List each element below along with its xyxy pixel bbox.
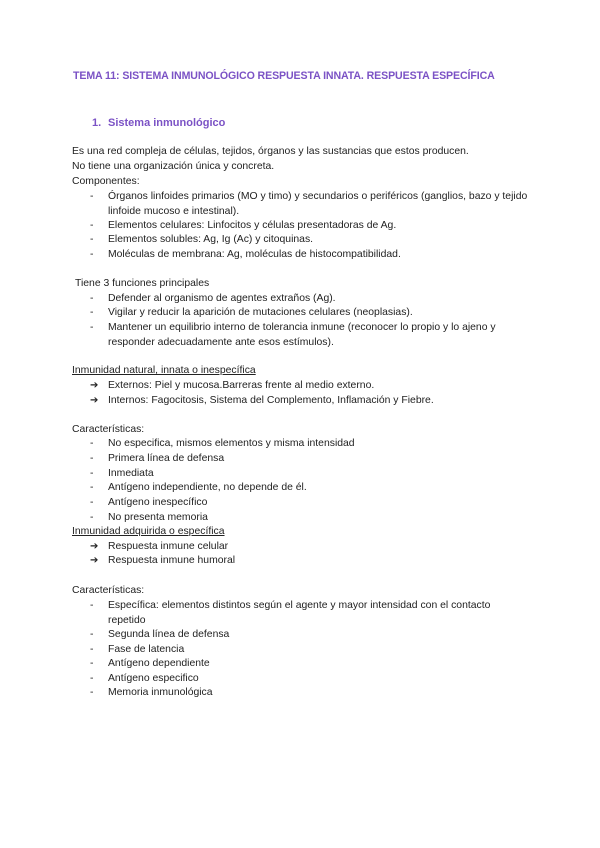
section-number: 1. bbox=[92, 117, 102, 129]
list-item-text: Defender al organismo de agentes extraños (Ag). bbox=[108, 293, 336, 304]
arrow-icon: ➔ bbox=[90, 555, 99, 566]
adquirida-heading: Inmunidad adquirida o específica bbox=[72, 526, 225, 537]
list-item-text: Segunda línea de defensa bbox=[108, 629, 230, 640]
dash-marker: - bbox=[90, 687, 94, 698]
list-item-text: Elementos celulares: Linfocitos y células presentadoras de Ag. bbox=[108, 220, 397, 231]
document-title: TEMA 11: SISTEMA INMUNOLÓGICO RESPUESTA INNATA. RESPUESTA ESPECÍFICA bbox=[73, 70, 495, 82]
dash-marker: - bbox=[90, 468, 94, 479]
dash-marker: - bbox=[90, 453, 94, 464]
dash-marker: - bbox=[90, 234, 94, 245]
dash-marker: - bbox=[90, 307, 94, 318]
list-item-text: No presenta memoria bbox=[108, 512, 208, 523]
dash-marker: - bbox=[90, 438, 94, 449]
arrow-icon: ➔ bbox=[90, 380, 99, 391]
list-item-text: Antígeno inespecífico bbox=[108, 497, 208, 508]
dash-marker: - bbox=[90, 293, 94, 304]
list-item-text: Elementos solubles: Ag, Ig (Ac) y citoquinas. bbox=[108, 234, 314, 245]
list-item-text: Internos: Fagocitosis, Sistema del Complemento, Inflamación y Fiebre. bbox=[108, 395, 434, 406]
dash-marker: - bbox=[90, 644, 94, 655]
list-item-text: Órganos linfoides primarios (MO y timo) y secundarios o periféricos (ganglios, bazo y tejido linfoide mucoso e intestinal). bbox=[108, 191, 528, 217]
dash-marker: - bbox=[90, 322, 94, 333]
list-item-text: Primera línea de defensa bbox=[108, 453, 225, 464]
list-item-text: Antígeno independiente, no depende de él. bbox=[108, 482, 307, 493]
list-item-text: Moléculas de membrana: Ag, moléculas de histocompatibilidad. bbox=[108, 249, 401, 260]
intro-line: Es una red compleja de células, tejidos, órganos y las sustancias que estos producen. bbox=[72, 146, 469, 157]
funciones-heading: Tiene 3 funciones principales bbox=[75, 278, 210, 289]
list-item-text: Vigilar y reducir la aparición de mutaciones celulares (neoplasias). bbox=[108, 307, 413, 318]
dash-marker: - bbox=[90, 600, 94, 611]
list-item-text: Respuesta inmune celular bbox=[108, 541, 229, 552]
list-item-text: Respuesta inmune humoral bbox=[108, 555, 236, 566]
dash-marker: - bbox=[90, 249, 94, 260]
list-item-text: Inmediata bbox=[108, 468, 154, 479]
caracteristicas-heading: Características: bbox=[72, 424, 145, 435]
dash-marker: - bbox=[90, 658, 94, 669]
componentes-heading: Componentes: bbox=[72, 176, 140, 187]
dash-marker: - bbox=[90, 512, 94, 523]
dash-marker: - bbox=[90, 482, 94, 493]
list-item-text: Antígeno especifico bbox=[108, 673, 199, 684]
dash-marker: - bbox=[90, 629, 94, 640]
list-item-text: No especifica, mismos elementos y misma intensidad bbox=[108, 438, 355, 449]
arrow-icon: ➔ bbox=[90, 395, 99, 406]
section-heading bbox=[92, 117, 225, 129]
innata-heading: Inmunidad natural, innata o inespecífica bbox=[72, 365, 256, 376]
dash-marker: - bbox=[90, 220, 94, 231]
dash-marker: - bbox=[90, 673, 94, 684]
list-item-text: Mantener un equilibrio interno de tolerancia inmune (reconocer lo propio y lo ajeno y responder adecuadamente ante esos estímulos). bbox=[108, 322, 496, 348]
list-item-text: Externos: Piel y mucosa.Barreras frente al medio externo. bbox=[108, 380, 375, 391]
list-item-text: Memoria inmunológica bbox=[108, 687, 213, 698]
intro-line: No tiene una organización única y concreta. bbox=[72, 161, 275, 172]
dash-marker: - bbox=[90, 191, 94, 202]
list-item-text: Específica: elementos distintos según el agente y mayor intensidad con el contacto repetido bbox=[108, 600, 491, 626]
dash-marker: - bbox=[90, 497, 94, 508]
section-label: Sistema inmunológico bbox=[108, 117, 226, 129]
list-item-text: Fase de latencia bbox=[108, 644, 185, 655]
caracteristicas-heading: Características: bbox=[72, 585, 145, 596]
list-item-text: Antígeno dependiente bbox=[108, 658, 210, 669]
arrow-icon: ➔ bbox=[90, 541, 99, 552]
